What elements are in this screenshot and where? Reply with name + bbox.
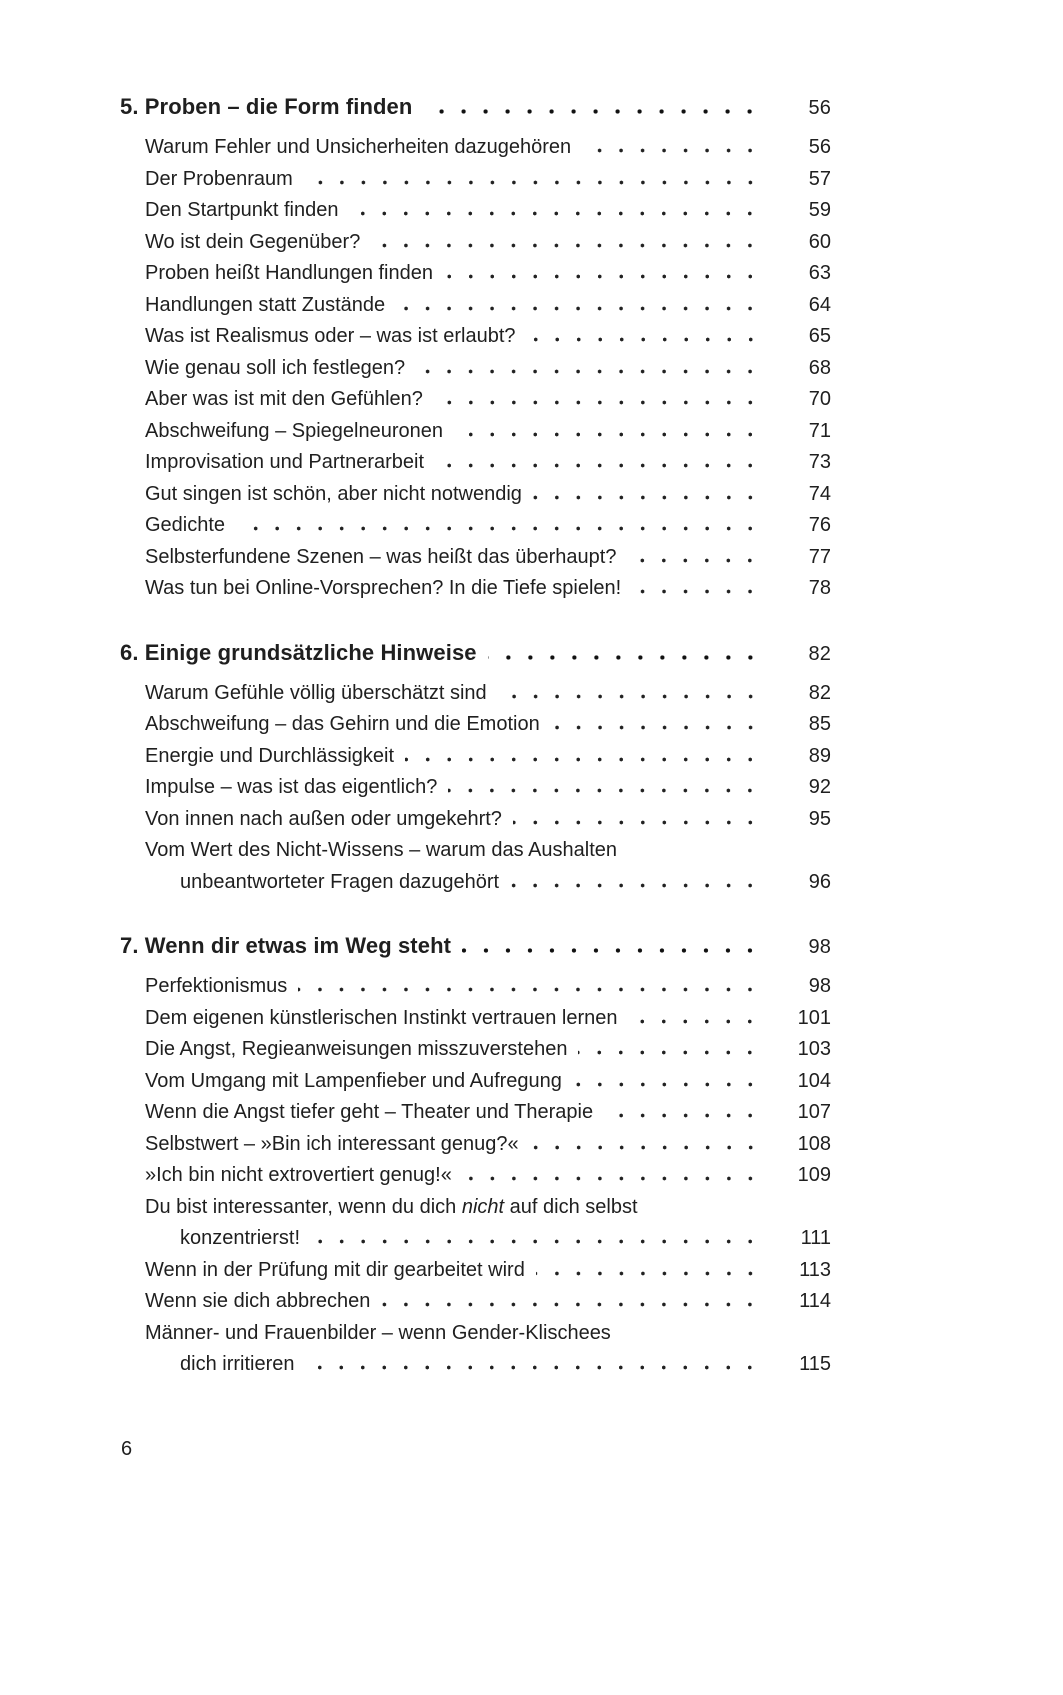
entry-title: Die Angst, Regieanweisungen misszuverstehen bbox=[145, 1038, 568, 1060]
dot-leader bbox=[510, 883, 761, 888]
entry-page-number: 68 bbox=[808, 356, 831, 379]
section-page-number: 56 bbox=[808, 97, 831, 119]
dot-leader bbox=[396, 306, 761, 311]
dot-leader bbox=[381, 1302, 761, 1307]
toc-section bbox=[120, 636, 831, 899]
entry-page-number: 64 bbox=[808, 293, 831, 316]
dot-leader bbox=[304, 180, 761, 185]
entry-title-italic: nicht bbox=[461, 1195, 505, 1218]
dot-leader bbox=[582, 148, 761, 153]
toc-entry bbox=[120, 227, 831, 259]
entry-page-number: 56 bbox=[808, 136, 831, 158]
entry-page-number: 111 bbox=[800, 1227, 831, 1249]
entry-title: Aber was ist mit den Gefühlen? bbox=[145, 388, 423, 410]
dot-leader bbox=[463, 1176, 761, 1181]
dot-leader bbox=[604, 1113, 761, 1118]
toc-entry bbox=[120, 709, 831, 741]
entry-title-line2: unbeantworteter Fragen dazugehört bbox=[180, 870, 500, 893]
entry-page-number: 98 bbox=[808, 975, 831, 997]
dot-leader bbox=[298, 987, 761, 992]
section-title: 7. Wenn dir etwas im Weg steht bbox=[120, 933, 452, 958]
entry-page-number: 113 bbox=[799, 1258, 831, 1281]
toc-entry bbox=[120, 321, 831, 353]
entry-title: Wenn die Angst tiefer geht – Theater und Therapie bbox=[145, 1101, 594, 1123]
dot-leader bbox=[536, 1271, 761, 1276]
toc-entry bbox=[120, 971, 831, 1003]
entry-title: Improvisation und Partnerarbeit bbox=[145, 451, 425, 473]
entry-title: Dem eigenen künstlerischen Instinkt vertrauen lernen bbox=[145, 1006, 618, 1029]
entry-title: Vom Wert des Nicht-Wissens – warum das Aushalten bbox=[145, 839, 618, 861]
entry-page-number: 108 bbox=[797, 1132, 831, 1155]
entry-title: Energie und Durchlässigkeit bbox=[145, 744, 395, 767]
toc-section-heading bbox=[120, 636, 831, 671]
dot-leader bbox=[578, 1050, 761, 1055]
toc-entry bbox=[120, 1318, 831, 1350]
dot-leader bbox=[454, 432, 761, 437]
dot-leader bbox=[527, 337, 761, 342]
dot-leader bbox=[423, 109, 761, 114]
entry-page-number: 76 bbox=[808, 514, 831, 536]
entry-title: Proben heißt Handlungen finden bbox=[145, 262, 433, 284]
entry-title: Warum Fehler und Unsicherheiten dazugehören bbox=[145, 136, 572, 158]
toc-entry bbox=[120, 447, 831, 479]
entry-page-number: 57 bbox=[808, 167, 831, 190]
entry-page-number: 73 bbox=[808, 451, 831, 473]
dot-leader bbox=[530, 1145, 761, 1150]
entry-title: Wo ist dein Gegenüber? bbox=[145, 230, 361, 253]
entry-page-number: 107 bbox=[797, 1101, 831, 1123]
toc-section bbox=[120, 929, 831, 1381]
dot-leader bbox=[405, 757, 761, 762]
section-title: 6. Einige grundsätzliche Hinweise bbox=[120, 639, 477, 665]
toc-entry bbox=[120, 1286, 831, 1318]
entry-title: Wie genau soll ich festlegen? bbox=[145, 356, 406, 379]
entry-page-number: 77 bbox=[808, 545, 831, 568]
toc-entry bbox=[120, 573, 831, 605]
toc-entry-continuation bbox=[120, 1223, 831, 1255]
entry-title: »Ich bin nicht extrovertiert genug!« bbox=[145, 1164, 452, 1186]
entry-page-number: 78 bbox=[808, 577, 831, 599]
entry-page-number: 103 bbox=[797, 1038, 831, 1060]
toc-entry bbox=[120, 804, 831, 836]
entry-page-number: 101 bbox=[797, 1006, 831, 1029]
entry-title: Selbstwert – »Bin ich interessant genug?« bbox=[145, 1132, 519, 1155]
toc-entry bbox=[120, 1255, 831, 1287]
entry-title: Selbsterfundene Szenen – was heißt das überhaupt? bbox=[145, 545, 617, 568]
entry-title: Der Probenraum bbox=[145, 167, 293, 190]
dot-leader bbox=[533, 495, 761, 500]
footer-page-number: 6 bbox=[121, 1438, 133, 1460]
entry-title: Gut singen ist schön, aber nicht notwendig bbox=[145, 482, 522, 505]
dot-leader bbox=[498, 694, 761, 699]
section-page-number: 98 bbox=[808, 936, 831, 958]
toc-entry bbox=[120, 1160, 831, 1192]
dot-leader bbox=[349, 211, 761, 216]
dot-leader bbox=[628, 1019, 761, 1024]
entry-title: Impulse – was ist das eigentlich? bbox=[145, 776, 438, 798]
toc-entry bbox=[120, 741, 831, 773]
entry-title: Warum Gefühle völlig überschätzt sind bbox=[145, 681, 487, 704]
toc-entry bbox=[120, 195, 831, 227]
entry-page-number: 74 bbox=[808, 482, 831, 505]
table-of-contents bbox=[120, 90, 831, 1381]
entry-title: Den Startpunkt finden bbox=[145, 199, 339, 221]
toc-entry bbox=[120, 1097, 831, 1129]
dot-leader bbox=[448, 788, 761, 793]
entry-page-number: 104 bbox=[797, 1069, 831, 1092]
entry-title: Abschweifung – das Gehirn und die Emotion bbox=[145, 713, 540, 735]
dot-leader bbox=[573, 1082, 761, 1087]
entry-title-line2: konzentrierst! bbox=[180, 1227, 301, 1249]
entry-page-number: 114 bbox=[799, 1290, 831, 1312]
toc-entry bbox=[120, 416, 831, 448]
dot-leader bbox=[311, 1239, 761, 1244]
toc-entry-continuation bbox=[120, 867, 831, 899]
entry-page-number: 63 bbox=[808, 262, 831, 284]
entry-page-number: 96 bbox=[808, 870, 831, 893]
entry-page-number: 109 bbox=[797, 1164, 831, 1186]
toc-entry bbox=[120, 1129, 831, 1161]
dot-leader bbox=[434, 400, 761, 405]
dot-leader bbox=[513, 820, 761, 825]
toc-entry-continuation bbox=[120, 1349, 831, 1381]
entry-title: Von innen nach außen oder umgekehrt? bbox=[145, 807, 502, 830]
toc-section bbox=[120, 90, 831, 605]
toc-entry bbox=[120, 772, 831, 804]
toc-entry bbox=[120, 510, 831, 542]
toc-section-heading bbox=[120, 929, 831, 964]
entry-title: Abschweifung – Spiegelneuronen bbox=[145, 419, 443, 442]
entry-title-part: auf dich selbst bbox=[504, 1195, 638, 1218]
entry-title: Wenn in der Prüfung mit dir gearbeitet wird bbox=[145, 1258, 525, 1281]
entry-page-number: 65 bbox=[808, 325, 831, 347]
toc-entry bbox=[120, 1003, 831, 1035]
entry-page-number: 115 bbox=[799, 1353, 831, 1375]
dot-leader bbox=[632, 589, 761, 594]
dot-leader bbox=[444, 274, 761, 279]
dot-leader bbox=[416, 369, 761, 374]
entry-page-number: 70 bbox=[808, 388, 831, 410]
entry-page-number: 89 bbox=[808, 744, 831, 767]
toc-entry bbox=[120, 290, 831, 322]
entry-title: Perfektionismus bbox=[145, 975, 288, 997]
entry-page-number: 60 bbox=[808, 230, 831, 253]
toc-entry bbox=[120, 1034, 831, 1066]
dot-leader bbox=[371, 243, 761, 248]
dot-leader bbox=[236, 526, 761, 531]
toc-entry bbox=[120, 542, 831, 574]
toc-entry bbox=[120, 678, 831, 710]
dot-leader bbox=[551, 725, 761, 730]
dot-leader bbox=[462, 948, 761, 953]
toc-entry bbox=[120, 479, 831, 511]
dot-leader bbox=[305, 1365, 761, 1370]
entry-title bbox=[145, 1196, 638, 1218]
entry-page-number: 85 bbox=[808, 713, 831, 735]
toc-entry bbox=[120, 164, 831, 196]
entry-page-number: 59 bbox=[808, 199, 831, 221]
toc-entry bbox=[120, 353, 831, 385]
dot-leader bbox=[627, 558, 761, 563]
entry-title: Handlungen statt Zustände bbox=[145, 293, 386, 316]
toc-entry bbox=[120, 258, 831, 290]
entry-title: Männer- und Frauenbilder – wenn Gender-Klischees bbox=[145, 1321, 611, 1344]
section-title: 5. Proben – die Form finden bbox=[120, 94, 413, 119]
toc-section-heading bbox=[120, 90, 831, 125]
toc-entry bbox=[120, 1066, 831, 1098]
toc-entry bbox=[120, 132, 831, 164]
entry-page-number: 71 bbox=[808, 419, 831, 442]
entry-title: Vom Umgang mit Lampenfieber und Aufregung bbox=[145, 1069, 562, 1092]
toc-entry bbox=[120, 835, 831, 867]
entry-title: Wenn sie dich abbrechen bbox=[145, 1290, 371, 1312]
entry-title-part: Du bist interessanter, wenn du dich bbox=[145, 1195, 462, 1218]
entry-title-line2: dich irritieren bbox=[180, 1353, 295, 1375]
dot-leader bbox=[435, 463, 761, 468]
dot-leader bbox=[488, 655, 761, 660]
entry-title: Gedichte bbox=[145, 514, 226, 536]
entry-page-number: 95 bbox=[808, 807, 831, 830]
entry-page-number: 82 bbox=[808, 681, 831, 704]
section-page-number: 82 bbox=[808, 642, 831, 665]
toc-entry bbox=[120, 384, 831, 416]
entry-title: Was tun bei Online-Vorsprechen? In die Tiefe spielen! bbox=[145, 577, 622, 599]
entry-title: Was ist Realismus oder – was ist erlaubt? bbox=[145, 325, 516, 347]
toc-entry bbox=[120, 1192, 831, 1224]
entry-page-number: 92 bbox=[808, 776, 831, 798]
